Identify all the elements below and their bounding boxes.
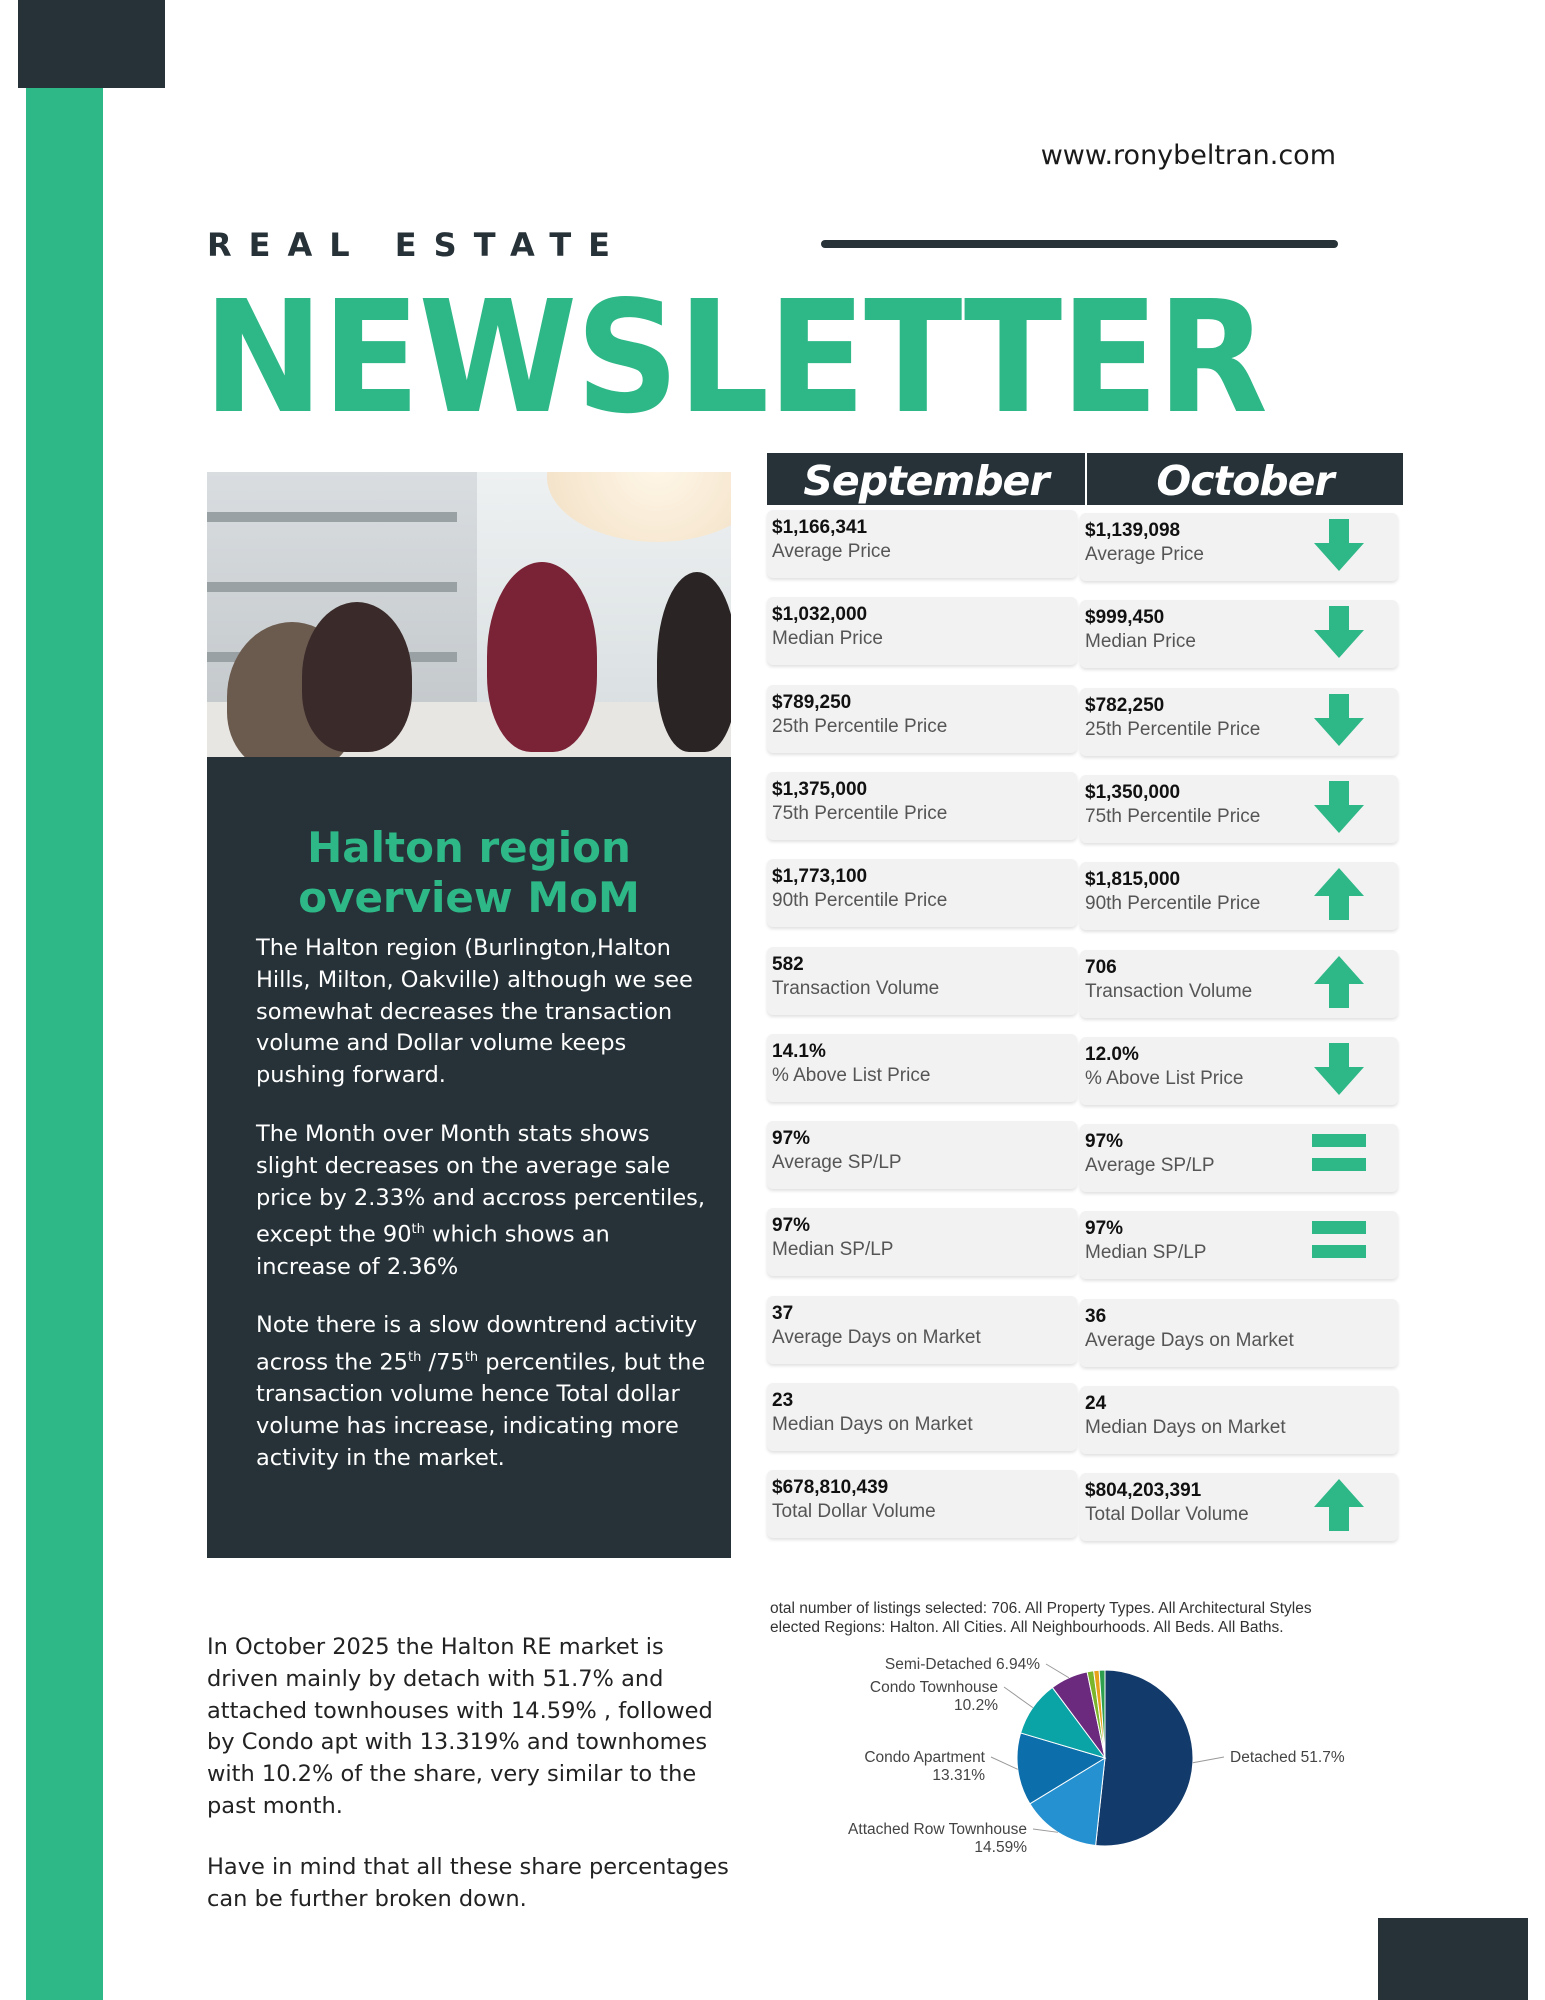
stat-label: Median Days on Market [772,1414,973,1435]
stat-label: Transaction Volume [772,977,940,999]
stat-label: Median Days on Market [1085,1417,1286,1438]
panel-paragraph [256,1310,706,1474]
market-note-paragraph: Have in mind that all these share percentages can be further broken down. [207,1854,729,1912]
superscript: th [408,1349,422,1365]
equal-icon [1312,1217,1366,1271]
stat-value: 97% [772,1215,811,1237]
oct-stat-card [1080,862,1398,930]
property-type-pie-chart [770,1630,1390,1870]
arrow-down-icon [1312,1043,1366,1097]
stat-value: $782,250 [1085,694,1165,716]
oct-stat-card [1080,775,1398,843]
pie-leader-line [1193,1757,1224,1763]
stat-label: 90th Percentile Price [772,890,948,912]
header-october: October [1156,457,1334,505]
stat-value: $1,375,000 [772,778,868,800]
oct-stat-card [1080,1124,1398,1192]
stat-label: Median Price [772,628,883,650]
stat-value: $999,450 [1085,607,1165,629]
panel-title [207,823,731,923]
stat-label: % Above List Price [772,1064,931,1086]
pie-slice [1096,1670,1193,1846]
stat-label: Median SP/LP [772,1239,894,1261]
stat-value: $1,350,000 [1085,781,1181,803]
pie-label: Semi-Detached 6.94% [884,1656,1040,1673]
stat-label: 75th Percentile Price [1085,805,1261,827]
stat-label: Average SP/LP [772,1152,902,1174]
stat-label: Average Price [772,541,891,562]
photo-person [657,572,731,752]
stat-label: Median Price [1085,631,1196,653]
sep-stat-card [767,859,1077,927]
arrow-up-icon [1312,1479,1366,1533]
pie-leader-line [1004,1687,1033,1708]
oct-stat-card [1080,1473,1398,1541]
stat-value: 23 [772,1390,794,1411]
sep-stat-card [767,1383,1077,1451]
stat-value: 706 [1085,956,1117,978]
stat-value: 24 [1085,1393,1107,1414]
corner-block-bottom [1378,1918,1528,2000]
text-run: which shows an increase of 2.36% [256,1221,610,1280]
stat-label: Median SP/LP [1085,1242,1207,1264]
stat-value: $804,203,391 [1085,1480,1202,1502]
stat-value: $678,810,439 [772,1477,889,1499]
stat-label: % Above List Price [1085,1067,1244,1089]
stat-value: 14.1% [772,1040,826,1062]
stat-value: $789,250 [772,691,852,713]
oct-stat-card [1080,950,1398,1018]
photo-shelf [207,582,457,592]
stat-value: 37 [772,1302,794,1324]
corner-block-top [18,0,165,88]
stat-value: $1,032,000 [772,604,868,626]
sep-stat-card [767,685,1077,753]
stat-value: 97% [772,1128,811,1150]
photo-person [302,602,412,752]
stat-label: 25th Percentile Price [1085,718,1261,740]
stat-label: 90th Percentile Price [1085,893,1261,915]
stat-value: $1,166,341 [772,517,868,538]
pie-label: Condo Townhouse 10.2% [869,1679,998,1714]
sep-stat-card [767,1121,1077,1189]
pie-label: Detached 51.7% [1230,1749,1345,1766]
sep-stat-card [767,1470,1077,1538]
stat-label: Total Dollar Volume [1085,1504,1249,1526]
overview-panel [207,757,731,1558]
side-accent-bar [26,88,103,2000]
panel-paragraph [256,1119,706,1283]
stat-value: 97% [1085,1131,1124,1153]
pie-caption: otal number of listings selected: 706. All Property Types. All Architectural Styles [770,1600,1312,1617]
oct-stat-card [1080,1299,1398,1367]
equal-icon [1312,1130,1366,1184]
stat-label: Average SP/LP [1085,1155,1215,1177]
header-rule [821,240,1338,248]
arrow-up-icon [1312,956,1366,1010]
stat-label: 75th Percentile Price [772,802,948,824]
stat-value: $1,773,100 [772,866,868,888]
stat-label: Average Days on Market [1085,1329,1294,1351]
arrow-down-icon [1312,606,1366,660]
stat-value: 12.0% [1085,1043,1139,1065]
oct-stat-card [1080,1386,1398,1454]
oct-stat-card [1080,1037,1398,1105]
photo-shelf [207,512,457,522]
oct-stat-card [1080,600,1398,668]
panel-title-line: overview MoM [298,873,640,922]
pie-label: Condo Apartment 13.31% [864,1749,985,1784]
stat-label: Total Dollar Volume [772,1501,936,1523]
arrow-down-icon [1312,519,1366,573]
sep-stat-card [767,510,1077,578]
stat-label: Average Days on Market [772,1326,981,1348]
pie-label: Attached Row Townhouse 14.59% [848,1821,1027,1856]
oct-stat-card [1080,688,1398,756]
photo-person [487,562,597,752]
oct-stat-card [1080,1211,1398,1279]
sep-stat-card [767,1296,1077,1364]
pie-caption: elected Regions: Halton. All Cities. All Neighbourhoods. All Beds. All Baths. [770,1619,1284,1636]
text-run: percentiles, but the transaction volume hence Total dollar volume has increase, indicating more activity in the market. [256,1349,706,1471]
pie-leader-line [991,1757,1018,1769]
kicker-heading: REAL ESTATE [207,226,628,264]
page-title: NEWSLETTER [203,267,1267,448]
stat-label: Average Price [1085,544,1204,565]
sep-stat-card [767,1208,1077,1276]
arrow-up-icon [1312,868,1366,922]
panel-title-line: Halton region [307,823,631,872]
panel-paragraph: The Halton region (Burlington,Halton Hills, Milton, Oakville) although we see somewhat decreases the transaction volume and Dollar volume keeps pushing forward. [256,935,693,1089]
sep-stat-card [767,772,1077,840]
stat-value: 97% [1085,1218,1124,1240]
market-summary-paragraph: In October 2025 the Halton RE market is driven mainly by detach with 51.7% and attached townhouses with 14.59% , followed by Condo apt with 13.319% and townhomes with 10.2% of the share, very similar to the past month. [207,1634,713,1819]
text-run: Note there is a slow downtrend activity across the 25 [256,1312,698,1376]
stat-label: 25th Percentile Price [772,715,948,737]
stats-header [767,453,1403,505]
text-run: The Month over Month stats shows slight decreases on the average sale price by 2.33% and accross percentiles, except the 90 [256,1121,706,1248]
stat-value: 36 [1085,1305,1107,1327]
sep-stat-card [767,597,1077,665]
sep-stat-card [767,947,1077,1015]
pie-leader-line [1046,1664,1069,1678]
arrow-down-icon [1312,694,1366,748]
arrow-down-icon [1312,781,1366,835]
stat-value: $1,815,000 [1085,869,1181,891]
header-september: September [803,457,1049,505]
stat-value: $1,139,098 [1085,520,1181,541]
text-run: /75 [421,1349,465,1376]
oct-stat-card [1080,513,1398,581]
superscript: th [464,1349,479,1365]
superscript: th [411,1222,425,1238]
website-link[interactable]: www.ronybeltran.com [1040,140,1336,171]
stat-label: Transaction Volume [1085,980,1253,1002]
stat-value: 582 [772,953,804,975]
sep-stat-card [767,1034,1077,1102]
